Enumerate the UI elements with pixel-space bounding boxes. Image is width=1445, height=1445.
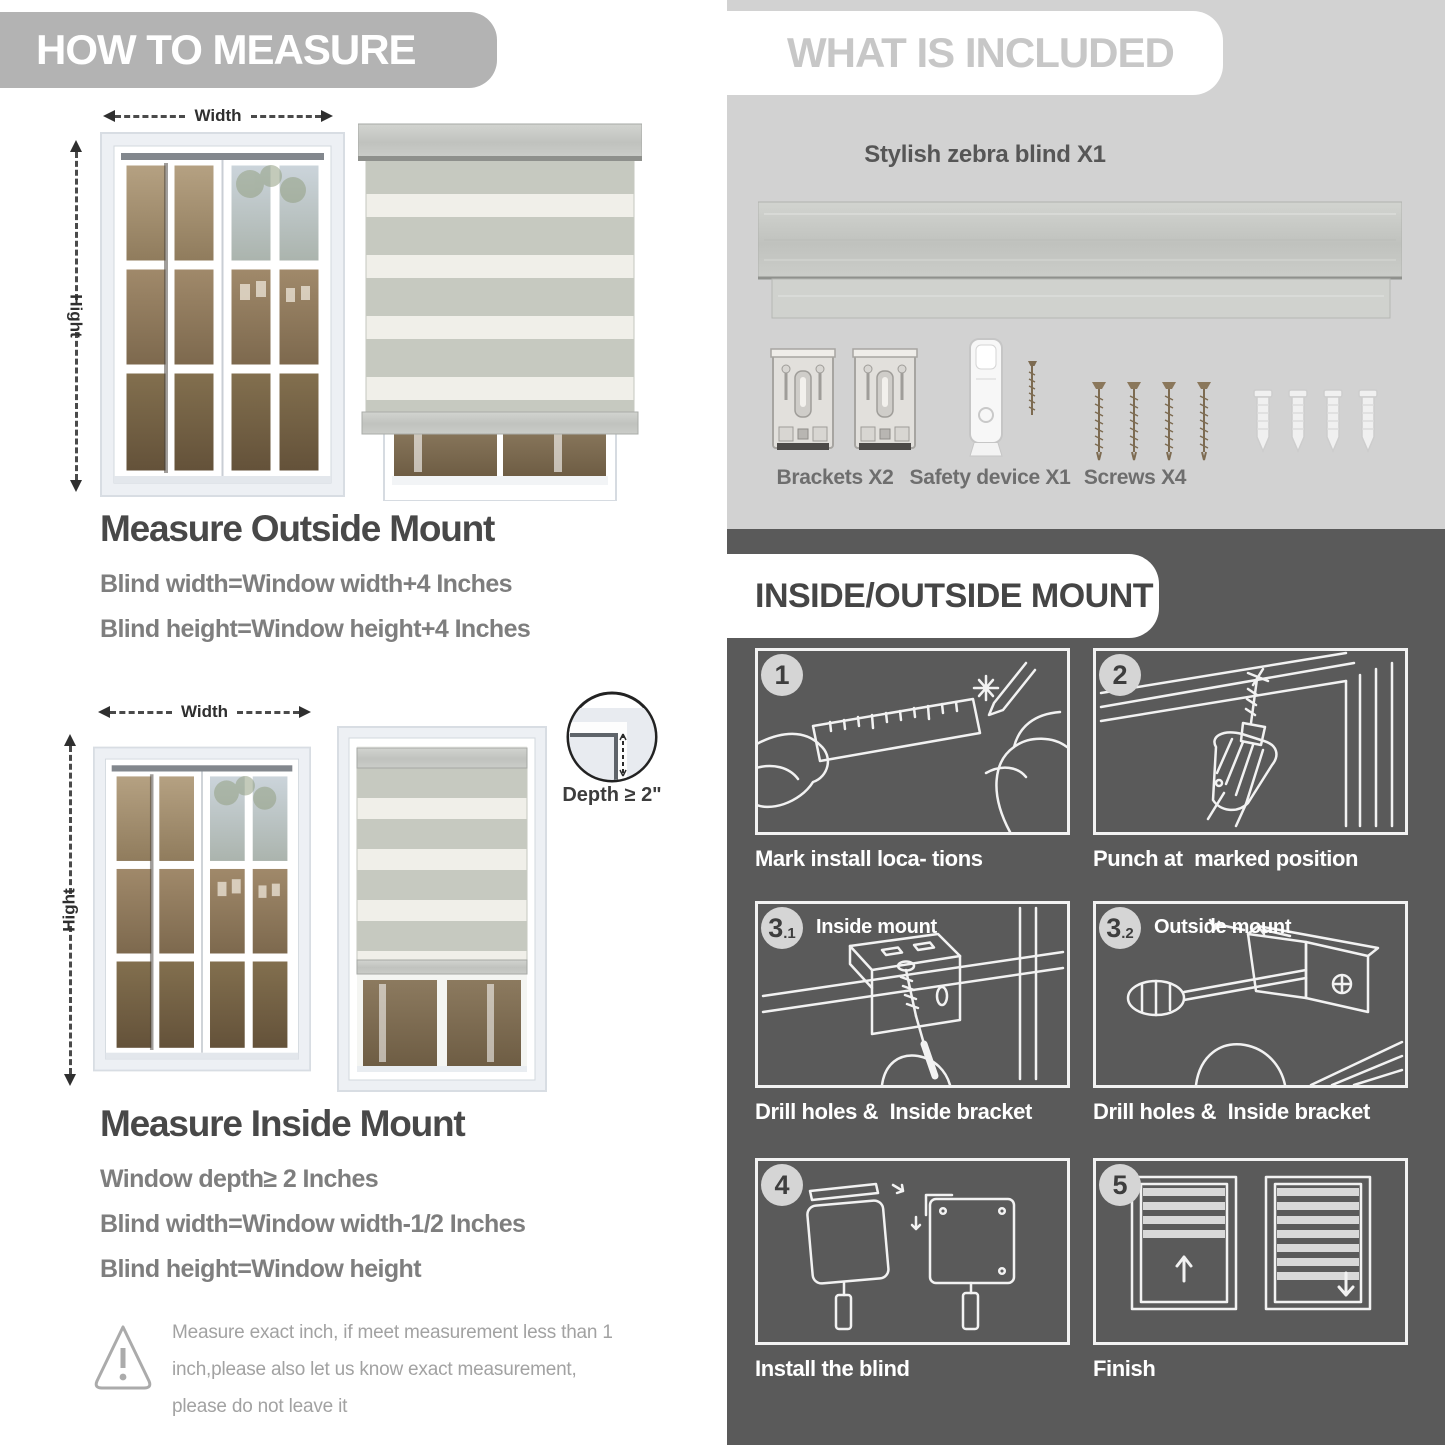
warning-triangle-icon [92, 1320, 154, 1392]
how-to-measure-title: HOW TO MEASURE [36, 26, 416, 73]
outside-mount-line: Blind height=Window height+4 Inches [100, 615, 531, 643]
step-badge: 3 .2 [1099, 907, 1141, 949]
brackets-label: Brackets X2 [776, 466, 894, 489]
step-3-2-image [1093, 901, 1408, 1088]
step-4-image [755, 1158, 1070, 1345]
zebra-blind-inside-image [337, 726, 547, 1092]
step-caption: Mark install loca- tions [755, 846, 983, 871]
brackets-image [770, 345, 920, 460]
step-caption: Drill holes & Inside bracket [755, 1099, 1032, 1124]
arrow-down-icon [64, 1074, 76, 1086]
step-inner-label: Inside mount [816, 916, 937, 938]
width-label: Width [180, 702, 229, 721]
outside-mount-line: Blind width=Window width+4 Inches [100, 570, 512, 598]
width-label: Width [194, 106, 242, 125]
step-caption: Finish [1093, 1356, 1156, 1381]
inside-outside-mount-header [727, 554, 1159, 638]
depth-magnifier-icon [563, 688, 661, 786]
height-measure-arrow [60, 734, 80, 1086]
height-label: Hight [67, 294, 86, 338]
height-label: Hight [60, 888, 79, 932]
inside-mount-line: Blind height=Window height [100, 1255, 421, 1283]
safety-device-image [940, 335, 1060, 463]
width-measure-arrow [98, 702, 311, 722]
arrow-up-icon [70, 140, 82, 152]
screws-image [1085, 378, 1405, 466]
step-3-1-image [755, 901, 1070, 1088]
zebra-blind-outside-image [358, 116, 642, 501]
what-is-included-title: WHAT IS INCLUDED [787, 29, 1174, 76]
step-panel-4 [755, 1158, 1070, 1382]
step-caption: Punch at marked position [1093, 846, 1359, 871]
height-measure-arrow [66, 140, 86, 492]
finish-illustration [1096, 1161, 1405, 1342]
how-to-measure-header [0, 12, 497, 88]
step-2-image [1093, 648, 1408, 835]
window-outside-mount-image [100, 132, 345, 497]
step-caption: Drill holes & Inside bracket [1093, 1099, 1370, 1124]
inside-outside-mount-title: INSIDE/OUTSIDE MOUNT [755, 576, 1154, 615]
step-panel-1 [755, 648, 1070, 872]
inside-mount-line: Blind width=Window width-1/2 Inches [100, 1210, 526, 1238]
safety-device-label: Safety device X1 [909, 466, 1071, 489]
step-1-image [755, 648, 1070, 835]
arrow-right-icon [321, 110, 333, 122]
step-badge: 1 [761, 654, 803, 696]
inside-mount-title: Measure Inside Mount [100, 1103, 465, 1144]
step-panel-3-2 [1093, 901, 1408, 1125]
step-caption: Install the blind [755, 1356, 910, 1381]
arrow-right-icon [299, 706, 311, 718]
arrow-down-icon [70, 480, 82, 492]
arrow-left-icon [98, 706, 110, 718]
window-inside-mount-image [93, 726, 311, 1092]
arrow-left-icon [103, 110, 115, 122]
drill-illustration [1096, 651, 1405, 832]
step-badge: 4 [761, 1164, 803, 1206]
step-5-image [1093, 1158, 1408, 1345]
screws-label: Screws X4 [1083, 466, 1187, 489]
arrow-up-icon [64, 734, 76, 746]
outside-mount-textblock [100, 508, 720, 652]
install-blind-illustration [758, 1161, 1067, 1342]
step-badge: 2 [1099, 654, 1141, 696]
mark-locations-illustration [758, 651, 1067, 832]
step-panel-5 [1093, 1158, 1408, 1382]
inside-mount-textblock [100, 1103, 720, 1292]
step-panel-2 [1093, 648, 1408, 872]
inside-mount-line: Window depth≥ 2 Inches [100, 1165, 379, 1193]
blind-headrail-image [758, 200, 1402, 320]
width-measure-arrow [103, 106, 333, 126]
what-is-included-header [727, 11, 1223, 95]
warning-note: Measure exact inch, if meet measurement less than 1 inch,please also let us know exact measurement, please do not leave it [172, 1322, 613, 1417]
step-badge: 5 [1099, 1164, 1141, 1206]
step-badge: 3 .1 [761, 907, 803, 949]
step-inner-label: Outside mount [1154, 916, 1292, 938]
step-panel-3-1 [755, 901, 1070, 1125]
product-label: Stylish zebra blind X1 [864, 141, 1106, 168]
outside-mount-title: Measure Outside Mount [100, 508, 495, 549]
depth-label: Depth ≥ 2" [562, 784, 662, 806]
